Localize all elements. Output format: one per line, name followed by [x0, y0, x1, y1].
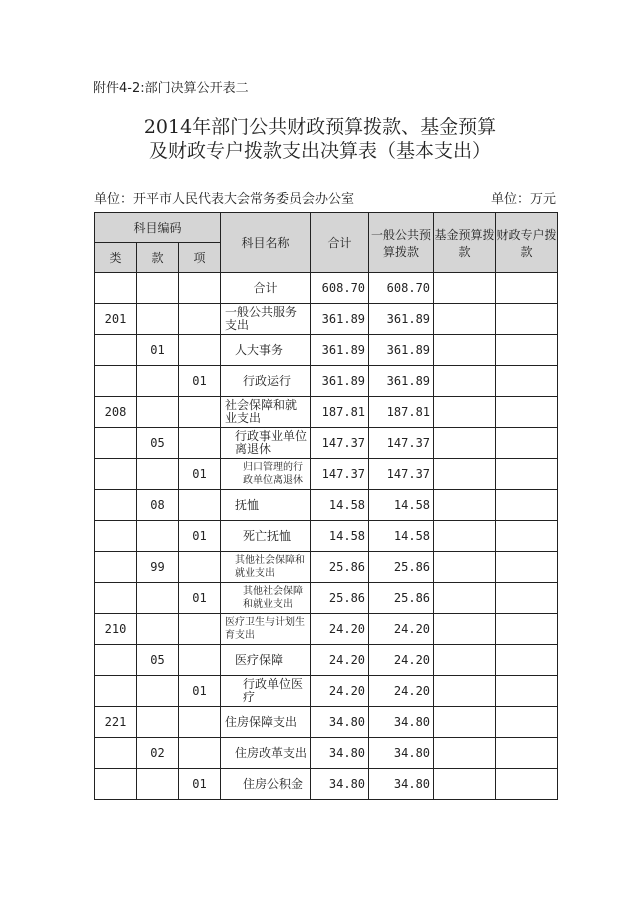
cell-special	[496, 738, 558, 769]
cell-fund	[434, 490, 496, 521]
cell-total: 147.37	[311, 428, 369, 459]
cell-name: 人大事务	[221, 335, 311, 366]
cell-name: 行政运行	[221, 366, 311, 397]
cell-fund	[434, 366, 496, 397]
header-general: 一般公共预算拨款	[369, 213, 434, 273]
cell-kuan	[137, 707, 179, 738]
header-fund: 基金预算拨款	[434, 213, 496, 273]
table-row	[95, 676, 558, 707]
cell-lei: 221	[95, 707, 137, 738]
cell-lei: 201	[95, 304, 137, 335]
cell-special	[496, 769, 558, 800]
cell-name: 其他社会保障和就业支出	[221, 552, 311, 583]
cell-total: 361.89	[311, 304, 369, 335]
cell-general: 24.20	[369, 676, 434, 707]
table-row	[95, 428, 558, 459]
cell-kuan	[137, 614, 179, 645]
cell-xiang	[179, 397, 221, 428]
cell-general: 187.81	[369, 397, 434, 428]
cell-total: 24.20	[311, 676, 369, 707]
cell-general: 361.89	[369, 366, 434, 397]
title-line-2: 及财政专户拨款支出决算表（基本支出）	[148, 140, 491, 162]
cell-lei	[95, 645, 137, 676]
cell-general: 34.80	[369, 769, 434, 800]
cell-total: 24.20	[311, 645, 369, 676]
cell-xiang	[179, 738, 221, 769]
cell-name: 行政事业单位离退休	[221, 428, 311, 459]
table-row	[95, 304, 558, 335]
cell-fund	[434, 707, 496, 738]
cell-general: 147.37	[369, 428, 434, 459]
table-row	[95, 614, 558, 645]
cell-kuan: 08	[137, 490, 179, 521]
table-row	[95, 335, 558, 366]
table-row	[95, 707, 558, 738]
cell-lei	[95, 738, 137, 769]
cell-name: 社会保障和就业支出	[221, 397, 311, 428]
cell-special	[496, 676, 558, 707]
cell-special	[496, 335, 558, 366]
cell-lei: 210	[95, 614, 137, 645]
cell-special	[496, 645, 558, 676]
cell-special	[496, 707, 558, 738]
cell-lei	[95, 335, 137, 366]
table-row	[95, 273, 558, 304]
table-row	[95, 552, 558, 583]
cell-xiang: 01	[179, 769, 221, 800]
cell-kuan	[137, 397, 179, 428]
cell-fund	[434, 459, 496, 490]
cell-xiang: 01	[179, 583, 221, 614]
cell-general: 24.20	[369, 645, 434, 676]
cell-name: 合计	[221, 273, 311, 304]
cell-total: 25.86	[311, 583, 369, 614]
header-lei: 类	[95, 243, 137, 273]
cell-name: 归口管理的行政单位离退休	[221, 459, 311, 490]
cell-fund	[434, 335, 496, 366]
cell-xiang	[179, 490, 221, 521]
cell-fund	[434, 676, 496, 707]
cell-xiang: 01	[179, 521, 221, 552]
cell-name: 住房改革支出	[221, 738, 311, 769]
cell-kuan	[137, 583, 179, 614]
header-name: 科目名称	[221, 213, 311, 273]
cell-lei	[95, 273, 137, 304]
cell-special	[496, 397, 558, 428]
attachment-label: 附件4-2:部门决算公开表二	[93, 81, 249, 96]
table-row	[95, 366, 558, 397]
title-line-1: 2014年部门公共财政预算拨款、基金预算	[143, 116, 497, 138]
cell-special	[496, 583, 558, 614]
cell-fund	[434, 428, 496, 459]
unit-organization: 单位：开平市人民代表大会常务委员会办公室	[94, 192, 355, 207]
cell-name: 住房保障支出	[221, 707, 311, 738]
cell-general: 147.37	[369, 459, 434, 490]
cell-xiang	[179, 552, 221, 583]
cell-name: 行政单位医疗	[221, 676, 311, 707]
cell-fund	[434, 769, 496, 800]
cell-total: 361.89	[311, 335, 369, 366]
cell-total: 14.58	[311, 521, 369, 552]
cell-total: 34.80	[311, 769, 369, 800]
table-row	[95, 521, 558, 552]
cell-lei	[95, 428, 137, 459]
cell-name: 抚恤	[221, 490, 311, 521]
table-row	[95, 645, 558, 676]
cell-kuan: 05	[137, 428, 179, 459]
cell-xiang: 01	[179, 459, 221, 490]
cell-total: 14.58	[311, 490, 369, 521]
header-kuan: 款	[137, 243, 179, 273]
cell-xiang: 01	[179, 676, 221, 707]
cell-special	[496, 614, 558, 645]
cell-special	[496, 428, 558, 459]
cell-general: 361.89	[369, 304, 434, 335]
cell-fund	[434, 552, 496, 583]
cell-name: 住房公积金	[221, 769, 311, 800]
cell-general: 608.70	[369, 273, 434, 304]
cell-general: 25.86	[369, 552, 434, 583]
cell-xiang	[179, 614, 221, 645]
table-row	[95, 738, 558, 769]
cell-fund	[434, 304, 496, 335]
cell-fund	[434, 397, 496, 428]
table-row	[95, 490, 558, 521]
cell-lei	[95, 552, 137, 583]
cell-xiang	[179, 428, 221, 459]
table-body	[95, 273, 558, 800]
header-xiang: 项	[179, 243, 221, 273]
cell-fund	[434, 273, 496, 304]
table-row	[95, 459, 558, 490]
cell-lei	[95, 490, 137, 521]
cell-lei	[95, 676, 137, 707]
cell-fund	[434, 614, 496, 645]
cell-special	[496, 459, 558, 490]
cell-lei	[95, 366, 137, 397]
cell-total: 25.86	[311, 552, 369, 583]
cell-name: 医疗保障	[221, 645, 311, 676]
cell-fund	[434, 521, 496, 552]
cell-lei	[95, 521, 137, 552]
cell-kuan	[137, 769, 179, 800]
cell-kuan: 02	[137, 738, 179, 769]
cell-general: 14.58	[369, 490, 434, 521]
cell-special	[496, 521, 558, 552]
header-special: 财政专户拨款	[496, 213, 558, 273]
header-code-group: 科目编码	[95, 213, 221, 243]
cell-total: 24.20	[311, 614, 369, 645]
unit-currency: 单位：万元	[491, 192, 557, 207]
expenditure-table	[94, 212, 558, 800]
cell-lei	[95, 459, 137, 490]
cell-kuan	[137, 273, 179, 304]
cell-total: 608.70	[311, 273, 369, 304]
cell-lei	[95, 769, 137, 800]
cell-kuan: 05	[137, 645, 179, 676]
cell-xiang	[179, 273, 221, 304]
cell-lei: 208	[95, 397, 137, 428]
cell-kuan	[137, 304, 179, 335]
cell-xiang	[179, 645, 221, 676]
cell-xiang: 01	[179, 366, 221, 397]
cell-lei	[95, 583, 137, 614]
table-row	[95, 583, 558, 614]
cell-kuan	[137, 521, 179, 552]
cell-special	[496, 304, 558, 335]
cell-name: 其他社会保障和就业支出	[221, 583, 311, 614]
table-row	[95, 769, 558, 800]
cell-special	[496, 552, 558, 583]
table-row	[95, 397, 558, 428]
cell-fund	[434, 583, 496, 614]
cell-kuan: 01	[137, 335, 179, 366]
cell-kuan	[137, 676, 179, 707]
cell-general: 361.89	[369, 335, 434, 366]
cell-general: 34.80	[369, 738, 434, 769]
cell-name: 医疗卫生与计划生育支出	[221, 614, 311, 645]
cell-fund	[434, 645, 496, 676]
cell-fund	[434, 738, 496, 769]
header-total: 合计	[311, 213, 369, 273]
cell-total: 147.37	[311, 459, 369, 490]
cell-kuan: 99	[137, 552, 179, 583]
cell-xiang	[179, 304, 221, 335]
cell-general: 14.58	[369, 521, 434, 552]
cell-total: 361.89	[311, 366, 369, 397]
cell-general: 34.80	[369, 707, 434, 738]
cell-general: 25.86	[369, 583, 434, 614]
cell-special	[496, 273, 558, 304]
cell-xiang	[179, 335, 221, 366]
cell-xiang	[179, 707, 221, 738]
cell-kuan	[137, 366, 179, 397]
cell-special	[496, 366, 558, 397]
cell-total: 187.81	[311, 397, 369, 428]
cell-total: 34.80	[311, 738, 369, 769]
cell-special	[496, 490, 558, 521]
cell-general: 24.20	[369, 614, 434, 645]
cell-name: 一般公共服务支出	[221, 304, 311, 335]
cell-kuan	[137, 459, 179, 490]
cell-total: 34.80	[311, 707, 369, 738]
cell-name: 死亡抚恤	[221, 521, 311, 552]
